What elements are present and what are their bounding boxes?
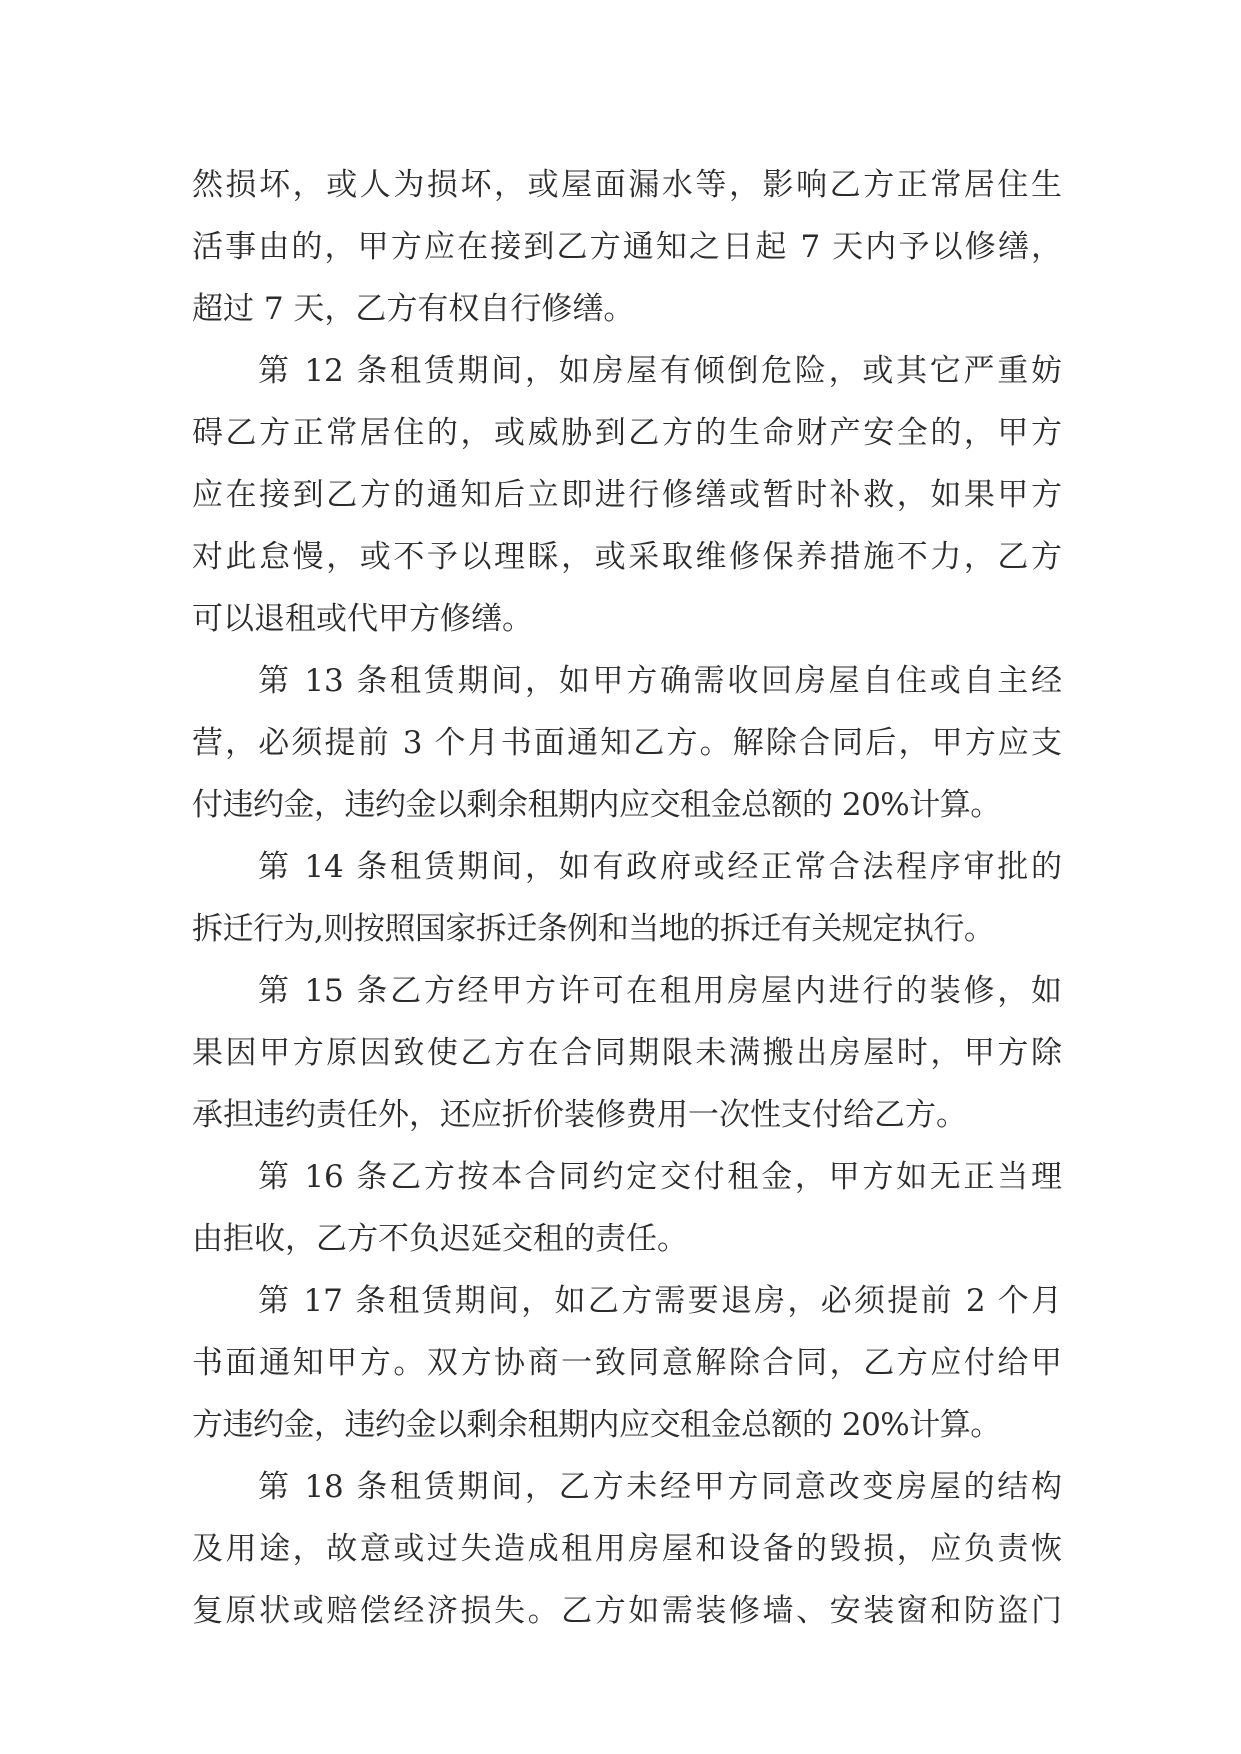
clause-13-line: 第 13 条租赁期间，如甲方确需收回房屋自住或自主经 (258, 663, 1062, 699)
clause-18-line: 第 18 条租赁期间，乙方未经甲方同意改变房屋的结构 (258, 1469, 1062, 1505)
text-line: 超过 7 天，乙方有权自行修缮。 (192, 291, 635, 327)
text-line: 对此怠慢，或不予以理睬，或采取维修保养措施不力，乙方 (192, 539, 1062, 575)
text-line: 应在接到乙方的通知后立即进行修缮或暂时补救，如果甲方 (192, 477, 1062, 513)
clause-14-line: 第 14 条租赁期间，如有政府或经正常合法程序审批的 (258, 849, 1062, 885)
text-line: 可以退租或代甲方修缮。 (192, 601, 533, 637)
text-line: 营，必须提前 3 个月书面通知乙方。解除合同后，甲方应支 (192, 725, 1062, 761)
text-line: 果因甲方原因致使乙方在合同期限未满搬出房屋时，甲方除 (192, 1035, 1062, 1071)
document-page (192, 154, 1062, 1642)
clause-15-line: 第 15 条乙方经甲方许可在租用房屋内进行的装修，如 (258, 973, 1062, 1009)
text-line: 书面通知甲方。双方协商一致同意解除合同，乙方应付给甲 (192, 1345, 1062, 1381)
clause-12-line: 第 12 条租赁期间，如房屋有倾倒危险，或其它严重妨 (258, 353, 1062, 389)
text-line: 活事由的，甲方应在接到乙方通知之日起 7 天内予以修缮， (192, 229, 1062, 265)
text-line: 由拒收，乙方不负迟延交租的责任。 (192, 1221, 688, 1257)
clause-17-line: 第 17 条租赁期间，如乙方需要退房，必须提前 2 个月 (258, 1283, 1062, 1319)
text-line: 复原状或赔偿经济损失。乙方如需装修墙、安装窗和防盗门 (192, 1593, 1062, 1629)
text-line: 拆迁行为,则按照国家拆迁条例和当地的拆迁有关规定执行。 (192, 911, 995, 947)
text-line: 付违约金，违约金以剩余租期内应交租金总额的 20%计算。 (192, 787, 1001, 823)
text-line: 承担违约责任外，还应折价装修费用一次性支付给乙方。 (192, 1097, 967, 1133)
text-line: 及用途，故意或过失造成租用房屋和设备的毁损，应负责恢 (192, 1531, 1062, 1567)
text-line: 方违约金，违约金以剩余租期内应交租金总额的 20%计算。 (192, 1407, 1001, 1443)
text-line: 然损坏，或人为损坏，或屋面漏水等，影响乙方正常居住生 (192, 167, 1062, 203)
clause-16-line: 第 16 条乙方按本合同约定交付租金，甲方如无正当理 (258, 1159, 1062, 1195)
text-line: 碍乙方正常居住的，或威胁到乙方的生命财产安全的，甲方 (192, 415, 1062, 451)
